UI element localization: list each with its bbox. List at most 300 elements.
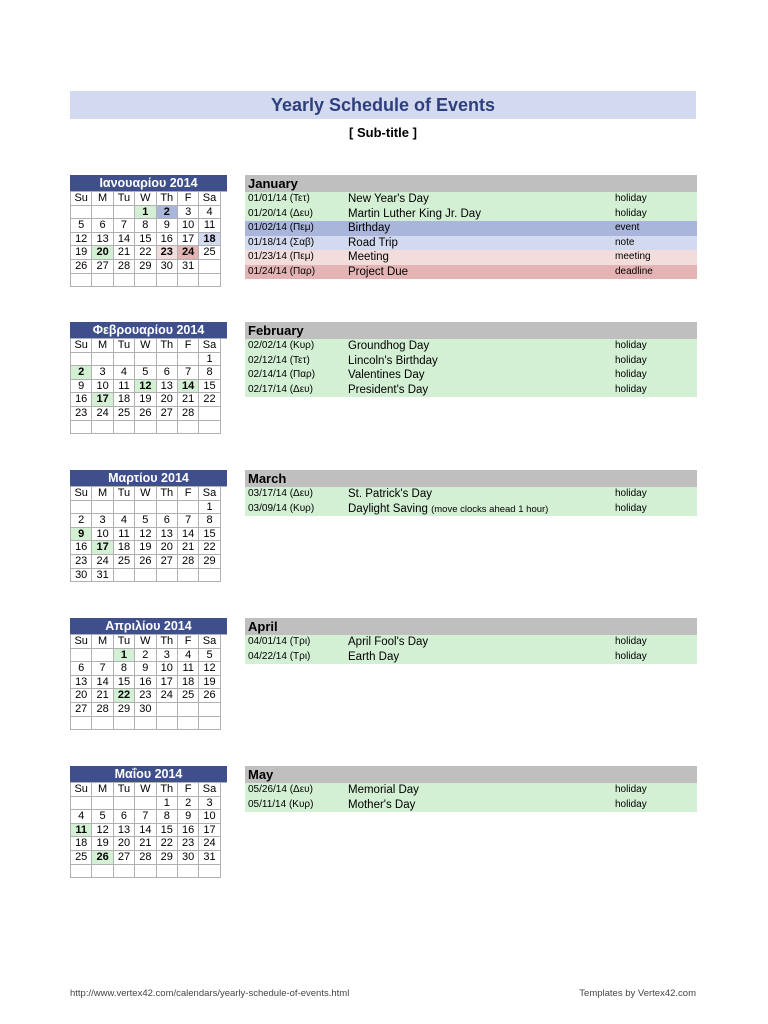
calendar-week-row [71, 353, 227, 367]
calendar-empty-cell [178, 865, 199, 879]
calendar-day-cell: 19 [71, 246, 92, 260]
event-type: holiday [615, 798, 647, 810]
mini-calendar-grid [70, 634, 227, 730]
calendar-day-cell: 29 [199, 555, 220, 569]
event-name-wrap [348, 798, 415, 813]
event-type: holiday [615, 636, 647, 647]
calendar-day-cell: 23 [157, 246, 178, 260]
calendar-day-cell: 11 [114, 528, 135, 542]
calendar-day-cell: 24 [157, 689, 178, 703]
calendar-empty-cell [199, 260, 220, 274]
calendar-day-cell: 4 [71, 810, 92, 824]
calendar-day-cell: 8 [157, 810, 178, 824]
event-date: 02/14/14 (Παρ) [248, 369, 316, 380]
weekday-label: Th [157, 783, 178, 797]
event-type: holiday [615, 193, 647, 204]
calendar-day-cell: 5 [71, 219, 92, 233]
calendar-empty-cell [92, 649, 113, 663]
calendar-week-row [71, 528, 227, 542]
calendar-week-row [71, 501, 227, 515]
calendar-empty-cell [178, 421, 199, 435]
calendar-empty-cell [114, 206, 135, 220]
weekday-label: M [92, 487, 113, 501]
calendar-day-cell: 17 [178, 233, 199, 247]
calendar-day-cell: 13 [157, 528, 178, 542]
calendar-day-cell: 8 [199, 366, 220, 380]
calendar-empty-cell [71, 865, 92, 879]
event-date: 01/02/14 (Πεμ) [248, 222, 314, 233]
calendar-empty-cell [92, 206, 113, 220]
event-row [245, 783, 697, 798]
calendar-day-cell: 4 [114, 514, 135, 528]
calendar-day-cell: 22 [199, 393, 220, 407]
calendar-empty-cell [114, 353, 135, 367]
calendar-day-cell: 29 [135, 260, 156, 274]
mini-calendar-title: Μαΐου 2014 [70, 766, 227, 782]
calendar-day-cell: 26 [135, 407, 156, 421]
calendar-day-cell: 9 [135, 662, 156, 676]
event-name-wrap [348, 250, 389, 265]
calendar-day-cell: 22 [135, 246, 156, 260]
calendar-empty-cell [157, 717, 178, 731]
mini-calendar [70, 175, 227, 287]
event-row [245, 502, 697, 517]
event-row [245, 383, 697, 398]
weekday-label: M [92, 783, 113, 797]
calendar-day-cell: 27 [71, 703, 92, 717]
mini-calendar [70, 470, 227, 582]
calendar-day-cell: 6 [157, 366, 178, 380]
weekday-label: Th [157, 339, 178, 353]
event-type: holiday [615, 784, 647, 795]
calendar-day-cell: 26 [135, 555, 156, 569]
calendar-day-cell: 24 [92, 555, 113, 569]
calendar-day-cell: 28 [114, 260, 135, 274]
calendar-day-cell: 22 [114, 689, 135, 703]
calendar-week-row [71, 676, 227, 690]
calendar-week-row [71, 703, 227, 717]
calendar-day-cell: 21 [92, 689, 113, 703]
event-type: holiday [615, 340, 647, 351]
month-block-0 [70, 175, 697, 315]
event-type: deadline [615, 265, 653, 277]
weekday-label: Su [71, 783, 92, 797]
event-row [245, 236, 697, 251]
event-row [245, 250, 697, 265]
calendar-empty-cell [157, 865, 178, 879]
event-date: 02/12/14 (Τετ) [248, 354, 310, 366]
mini-calendar-grid [70, 486, 227, 582]
calendar-empty-cell [157, 274, 178, 288]
calendar-empty-cell [92, 717, 113, 731]
weekday-label: Sa [199, 635, 220, 649]
calendar-day-cell: 6 [71, 662, 92, 676]
weekday-label: Su [71, 635, 92, 649]
calendar-empty-cell [199, 717, 220, 731]
calendar-day-cell: 18 [199, 233, 220, 247]
calendar-day-cell: 3 [178, 206, 199, 220]
event-row [245, 339, 697, 354]
weekday-header-row [71, 635, 227, 649]
event-name-wrap [348, 236, 398, 251]
calendar-day-cell: 21 [135, 837, 156, 851]
calendar-day-cell: 15 [157, 824, 178, 838]
event-date: 05/26/14 (Δευ) [248, 784, 313, 795]
event-date: 01/20/14 (Δευ) [248, 207, 313, 219]
event-name-wrap [348, 207, 481, 222]
mini-calendar-title: Μαρτίου 2014 [70, 470, 227, 486]
calendar-day-cell: 30 [157, 260, 178, 274]
calendar-day-cell: 6 [92, 219, 113, 233]
calendar-day-cell: 14 [178, 380, 199, 394]
calendar-day-cell: 20 [157, 541, 178, 555]
calendar-day-cell: 23 [71, 555, 92, 569]
footer-url-link[interactable]: http://www.vertex42.com/calendars/yearly-schedule-of-events.html [70, 988, 350, 999]
calendar-day-cell: 18 [71, 837, 92, 851]
calendar-day-cell: 7 [114, 219, 135, 233]
event-date: 01/24/14 (Παρ) [248, 265, 316, 277]
calendar-empty-cell [92, 865, 113, 879]
calendar-empty-cell [178, 717, 199, 731]
calendar-day-cell: 17 [157, 676, 178, 690]
calendar-day-cell: 5 [135, 514, 156, 528]
calendar-day-cell: 22 [199, 541, 220, 555]
weekday-header-row [71, 487, 227, 501]
event-date: 04/01/14 (Τρι) [248, 636, 311, 647]
calendar-day-cell: 27 [157, 407, 178, 421]
calendar-day-cell: 27 [92, 260, 113, 274]
event-type: note [615, 236, 635, 248]
calendar-week-row [71, 274, 227, 288]
calendar-day-cell: 8 [135, 219, 156, 233]
month-block-3 [70, 618, 697, 758]
event-name: Mother's Day [348, 798, 416, 811]
calendar-day-cell: 26 [71, 260, 92, 274]
calendar-day-cell: 2 [71, 366, 92, 380]
calendar-empty-cell [71, 797, 92, 811]
event-name-wrap [348, 354, 438, 369]
calendar-week-row [71, 555, 227, 569]
event-name: Road Trip [348, 236, 398, 249]
weekday-label: Tu [114, 339, 135, 353]
weekday-label: W [135, 635, 156, 649]
calendar-day-cell: 5 [135, 366, 156, 380]
event-row [245, 798, 697, 813]
calendar-day-cell: 16 [178, 824, 199, 838]
event-name: Daylight Saving [348, 502, 428, 515]
weekday-label: Th [157, 635, 178, 649]
event-name: April Fool's Day [348, 636, 429, 648]
calendar-day-cell: 9 [157, 219, 178, 233]
calendar-empty-cell [71, 421, 92, 435]
calendar-day-cell: 9 [71, 528, 92, 542]
weekday-label: Tu [114, 635, 135, 649]
calendar-empty-cell [114, 865, 135, 879]
calendar-day-cell: 2 [157, 206, 178, 220]
calendar-empty-cell [178, 569, 199, 583]
event-name: New Year's Day [348, 193, 429, 205]
calendar-week-row [71, 717, 227, 731]
calendar-empty-cell [114, 717, 135, 731]
calendar-day-cell: 2 [178, 797, 199, 811]
event-row [245, 221, 697, 236]
calendar-week-row [71, 797, 227, 811]
calendar-day-cell: 24 [92, 407, 113, 421]
page-subtitle: [ Sub-title ] [349, 125, 417, 140]
calendar-empty-cell [114, 797, 135, 811]
weekday-label: Tu [114, 192, 135, 206]
calendar-day-cell: 10 [178, 219, 199, 233]
month-block-4 [70, 766, 697, 906]
weekday-label: F [178, 635, 199, 649]
calendar-day-cell: 23 [178, 837, 199, 851]
event-type: holiday [615, 650, 647, 662]
calendar-day-cell: 18 [114, 393, 135, 407]
calendar-day-cell: 28 [135, 851, 156, 865]
calendar-empty-cell [92, 274, 113, 288]
calendar-day-cell: 20 [157, 393, 178, 407]
calendar-day-cell: 22 [157, 837, 178, 851]
event-row [245, 487, 697, 502]
calendar-week-row [71, 865, 227, 879]
calendar-day-cell: 7 [178, 366, 199, 380]
calendar-day-cell: 11 [199, 219, 220, 233]
event-name-wrap [348, 265, 408, 280]
calendar-week-row [71, 569, 227, 583]
footer-credit: Templates by Vertex42.com [579, 988, 696, 999]
calendar-day-cell: 26 [92, 851, 113, 865]
mini-calendar-grid [70, 191, 227, 287]
calendar-day-cell: 21 [178, 541, 199, 555]
event-name: Birthday [348, 222, 391, 234]
mini-calendar [70, 618, 227, 730]
calendar-day-cell: 29 [157, 851, 178, 865]
calendar-day-cell: 4 [199, 206, 220, 220]
event-type: holiday [615, 207, 647, 219]
mini-calendar-title: Ιανουαρίου 2014 [70, 175, 227, 191]
month-block-1 [70, 322, 697, 462]
calendar-day-cell: 25 [114, 555, 135, 569]
calendar-empty-cell [157, 421, 178, 435]
event-name: Meeting [348, 251, 389, 263]
calendar-empty-cell [135, 569, 156, 583]
calendar-day-cell: 17 [199, 824, 220, 838]
calendar-day-cell: 21 [114, 246, 135, 260]
calendar-day-cell: 8 [114, 662, 135, 676]
calendar-day-cell: 25 [199, 246, 220, 260]
calendar-day-cell: 18 [114, 541, 135, 555]
events-list [245, 618, 697, 664]
mini-calendar [70, 766, 227, 878]
calendar-week-row [71, 541, 227, 555]
month-heading: May [245, 766, 697, 783]
mini-calendar [70, 322, 227, 434]
calendar-day-cell: 13 [71, 676, 92, 690]
calendar-day-cell: 13 [114, 824, 135, 838]
calendar-day-cell: 17 [92, 393, 113, 407]
event-name: Memorial Day [348, 784, 419, 796]
weekday-label: Su [71, 487, 92, 501]
calendar-day-cell: 11 [114, 380, 135, 394]
calendar-empty-cell [71, 717, 92, 731]
calendar-day-cell: 7 [135, 810, 156, 824]
calendar-day-cell: 15 [114, 676, 135, 690]
event-row [245, 192, 697, 207]
calendar-day-cell: 19 [92, 837, 113, 851]
calendar-day-cell: 28 [92, 703, 113, 717]
calendar-day-cell: 11 [178, 662, 199, 676]
calendar-week-row [71, 851, 227, 865]
calendar-day-cell: 23 [71, 407, 92, 421]
calendar-day-cell: 16 [71, 541, 92, 555]
event-date: 01/18/14 (Σαβ) [248, 236, 315, 248]
event-name-wrap [348, 783, 419, 798]
calendar-empty-cell [71, 649, 92, 663]
event-note: (move clocks ahead 1 hour) [431, 503, 549, 515]
calendar-empty-cell [135, 274, 156, 288]
calendar-day-cell: 12 [92, 824, 113, 838]
weekday-header-row [71, 783, 227, 797]
mini-calendar-title: Απριλίου 2014 [70, 618, 227, 634]
calendar-day-cell: 6 [114, 810, 135, 824]
calendar-week-row [71, 366, 227, 380]
calendar-day-cell: 12 [135, 380, 156, 394]
calendar-day-cell: 27 [114, 851, 135, 865]
calendar-day-cell: 31 [178, 260, 199, 274]
event-date: 05/11/14 (Κυρ) [248, 798, 314, 810]
calendar-day-cell: 16 [157, 233, 178, 247]
event-date: 01/01/14 (Τετ) [248, 193, 310, 204]
calendar-week-row [71, 260, 227, 274]
calendar-day-cell: 4 [114, 366, 135, 380]
calendar-empty-cell [135, 421, 156, 435]
weekday-label: Sa [199, 339, 220, 353]
weekday-label: F [178, 487, 199, 501]
calendar-empty-cell [178, 353, 199, 367]
events-list [245, 322, 697, 397]
calendar-week-row [71, 421, 227, 435]
calendar-day-cell: 20 [71, 689, 92, 703]
calendar-day-cell: 1 [199, 501, 220, 515]
calendar-day-cell: 3 [92, 514, 113, 528]
calendar-week-row [71, 206, 227, 220]
calendar-day-cell: 14 [114, 233, 135, 247]
weekday-label: M [92, 339, 113, 353]
weekday-label: F [178, 339, 199, 353]
weekday-header-row [71, 339, 227, 353]
calendar-day-cell: 15 [135, 233, 156, 247]
weekday-label: Sa [199, 192, 220, 206]
month-heading: March [245, 470, 697, 487]
calendar-day-cell: 19 [199, 676, 220, 690]
weekday-label: W [135, 487, 156, 501]
weekday-label: M [92, 635, 113, 649]
event-type: holiday [615, 354, 647, 366]
calendar-day-cell: 11 [71, 824, 92, 838]
calendar-day-cell: 8 [199, 514, 220, 528]
calendar-day-cell: 15 [199, 528, 220, 542]
calendar-day-cell: 7 [92, 662, 113, 676]
mini-calendar-title: Φεβρουαρίου 2014 [70, 322, 227, 338]
month-heading: February [245, 322, 697, 339]
weekday-label: Tu [114, 783, 135, 797]
calendar-day-cell: 13 [157, 380, 178, 394]
event-date: 04/22/14 (Τρι) [248, 650, 311, 662]
event-row [245, 207, 697, 222]
calendar-day-cell: 17 [92, 541, 113, 555]
weekday-label: F [178, 783, 199, 797]
event-type: event [615, 222, 640, 233]
calendar-day-cell: 10 [92, 528, 113, 542]
calendar-day-cell: 1 [199, 353, 220, 367]
calendar-day-cell: 31 [199, 851, 220, 865]
event-row [245, 265, 697, 280]
calendar-week-row [71, 689, 227, 703]
event-name: Earth Day [348, 650, 400, 663]
calendar-week-row [71, 514, 227, 528]
event-name-wrap [348, 635, 428, 650]
calendar-day-cell: 26 [199, 689, 220, 703]
calendar-empty-cell [92, 353, 113, 367]
event-name-wrap [348, 192, 429, 207]
event-name: President's Day [348, 383, 429, 396]
event-name: St. Patrick's Day [348, 488, 432, 500]
calendar-empty-cell [178, 703, 199, 717]
calendar-week-row [71, 824, 227, 838]
calendar-day-cell: 18 [178, 676, 199, 690]
weekday-label: Sa [199, 783, 220, 797]
weekday-label: Th [157, 487, 178, 501]
calendar-day-cell: 25 [114, 407, 135, 421]
mini-calendar-grid [70, 782, 227, 878]
calendar-day-cell: 2 [135, 649, 156, 663]
calendar-empty-cell [92, 421, 113, 435]
calendar-empty-cell [157, 353, 178, 367]
calendar-empty-cell [199, 569, 220, 583]
calendar-week-row [71, 810, 227, 824]
calendar-day-cell: 28 [178, 407, 199, 421]
calendar-day-cell: 10 [199, 810, 220, 824]
weekday-label: F [178, 192, 199, 206]
calendar-week-row [71, 407, 227, 421]
calendar-day-cell: 5 [92, 810, 113, 824]
page-title: Yearly Schedule of Events [70, 91, 696, 119]
calendar-day-cell: 31 [92, 569, 113, 583]
weekday-label: M [92, 192, 113, 206]
event-date: 02/02/14 (Κυρ) [248, 340, 315, 351]
calendar-empty-cell [114, 569, 135, 583]
calendar-day-cell: 3 [157, 649, 178, 663]
calendar-empty-cell [178, 274, 199, 288]
calendar-empty-cell [135, 797, 156, 811]
calendar-day-cell: 1 [114, 649, 135, 663]
calendar-day-cell: 4 [178, 649, 199, 663]
calendar-week-row [71, 246, 227, 260]
calendar-day-cell: 14 [92, 676, 113, 690]
calendar-day-cell: 3 [199, 797, 220, 811]
calendar-empty-cell [157, 703, 178, 717]
event-name: Valentines Day [348, 369, 425, 381]
event-name-wrap [348, 221, 390, 236]
calendar-empty-cell [199, 274, 220, 288]
event-row [245, 354, 697, 369]
calendar-empty-cell [199, 703, 220, 717]
event-name-wrap [348, 339, 429, 354]
calendar-day-cell: 7 [178, 514, 199, 528]
event-name-wrap [348, 368, 425, 383]
calendar-empty-cell [135, 865, 156, 879]
calendar-empty-cell [114, 501, 135, 515]
